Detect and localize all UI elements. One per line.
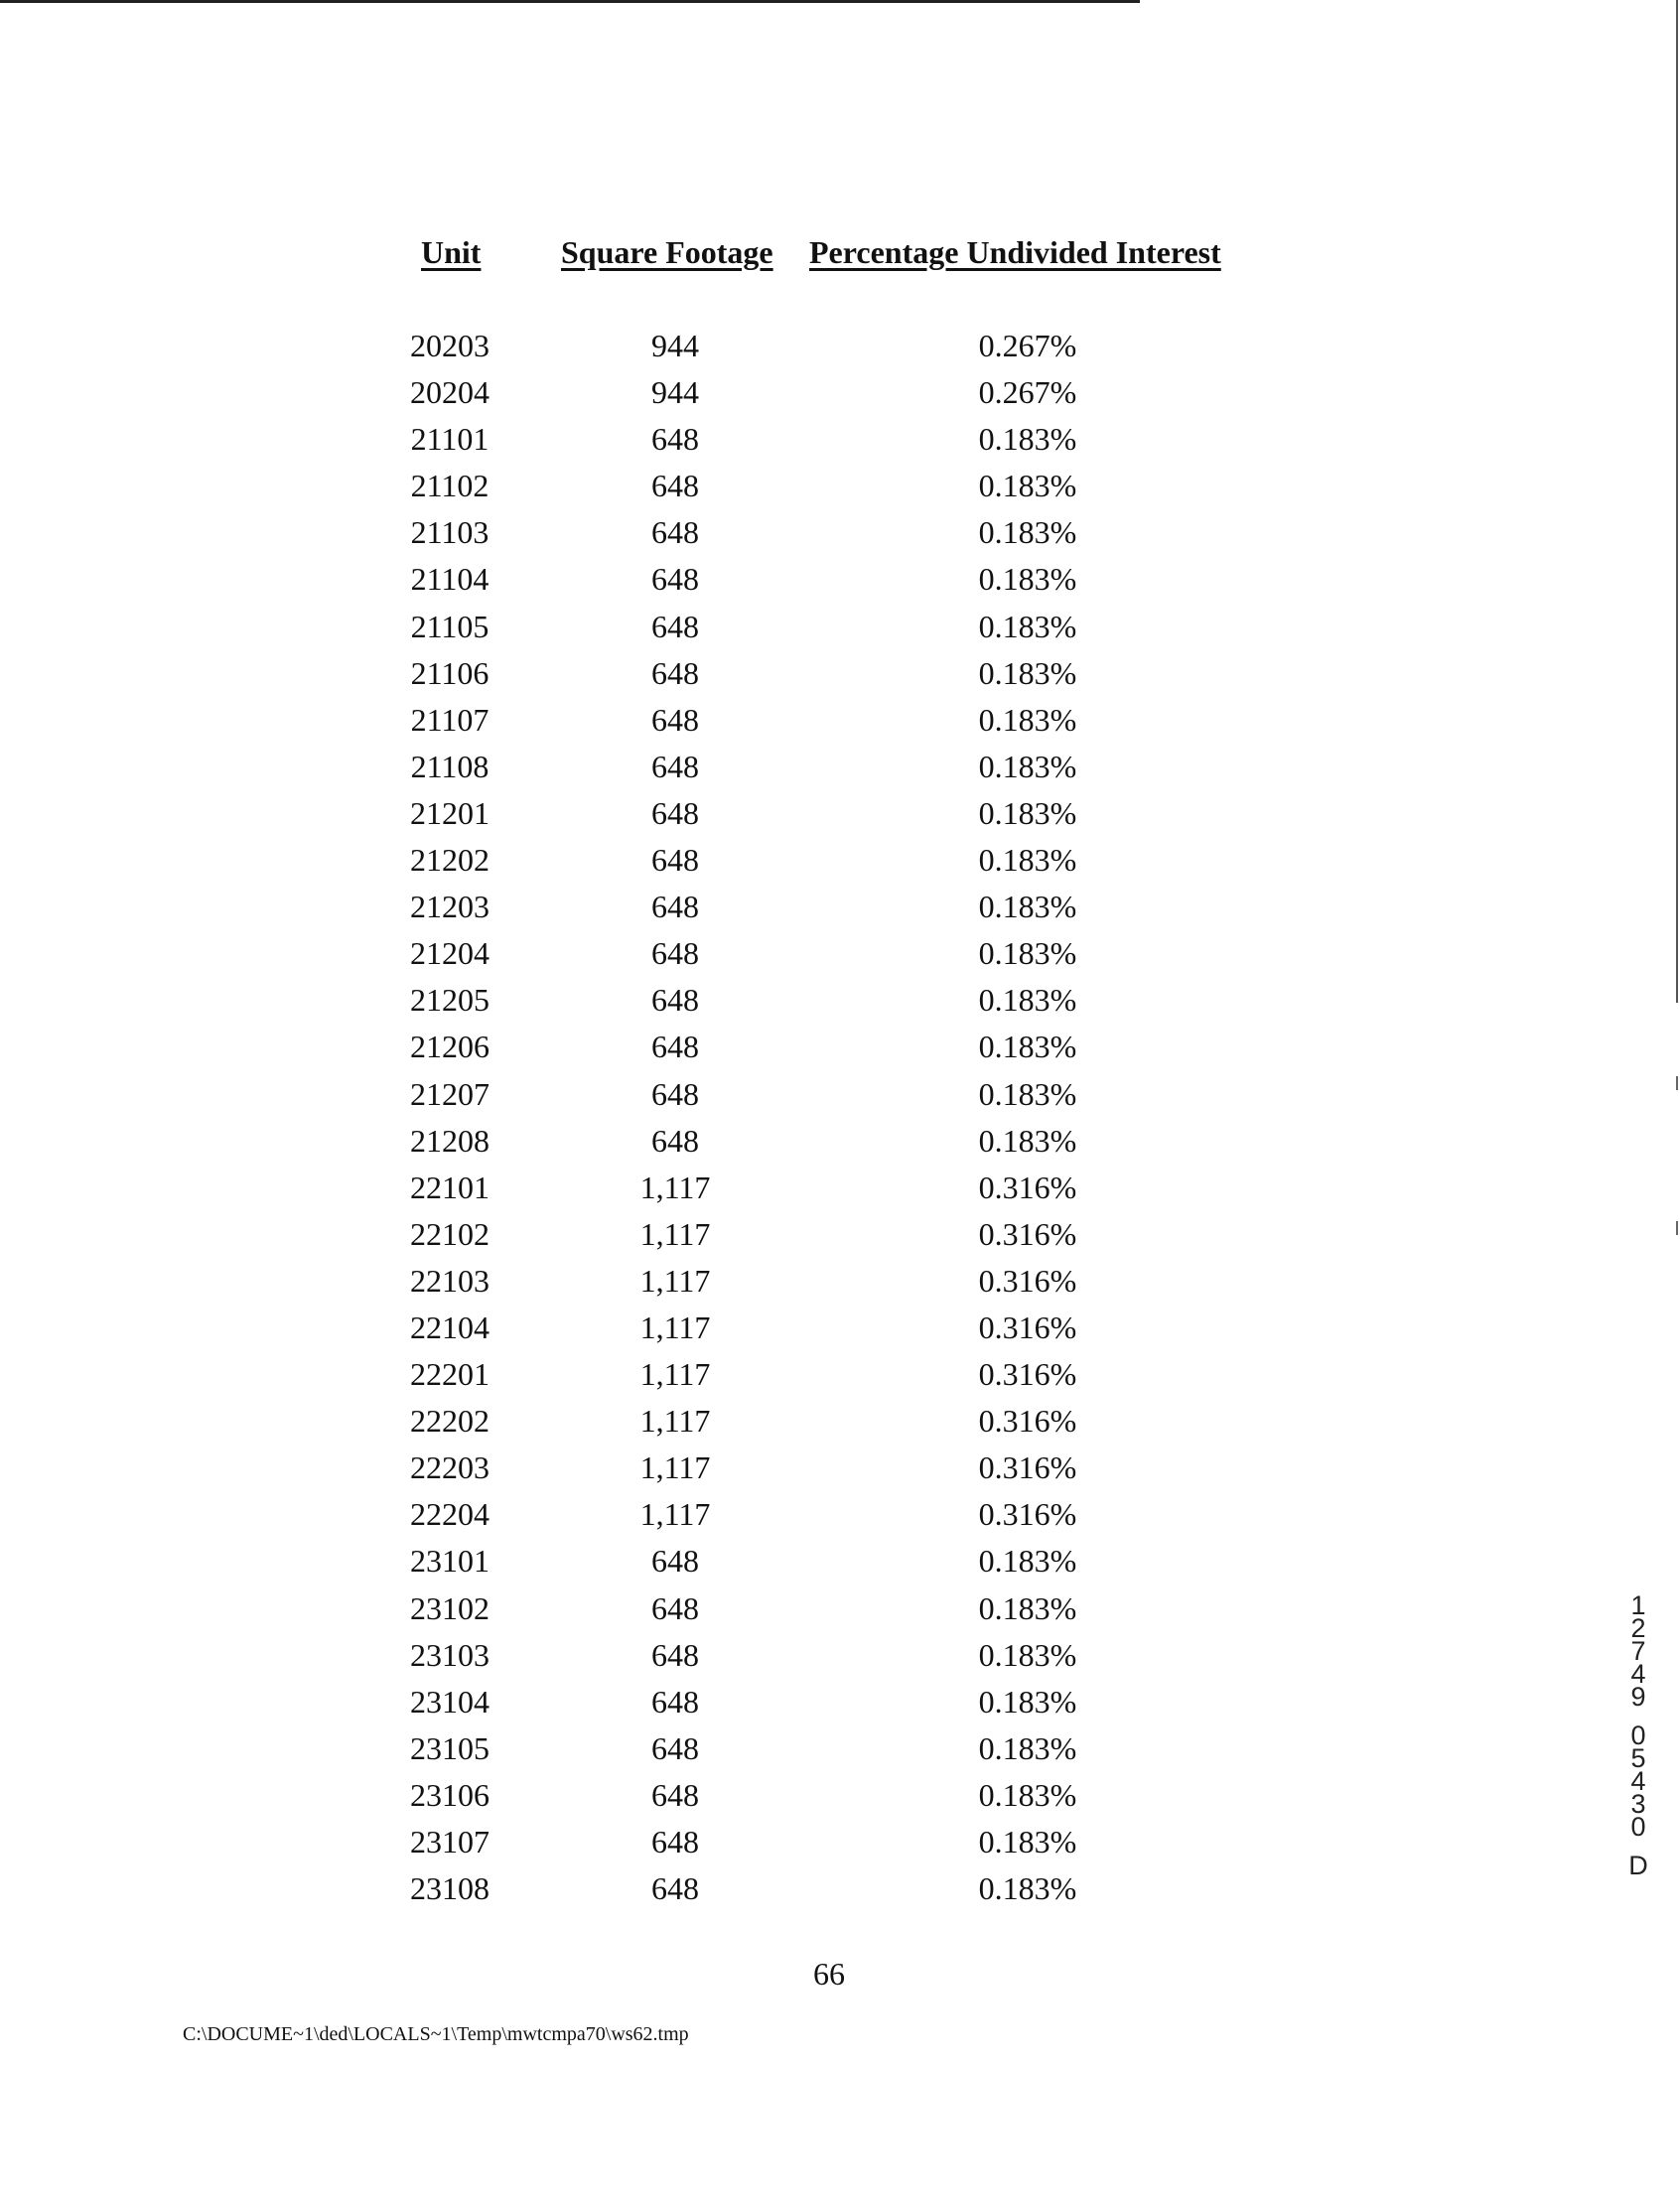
unit-cell: 22201: [410, 1356, 490, 1393]
percentage-cell: 0.183%: [978, 1075, 1077, 1112]
square-footage-cell: 648: [651, 1683, 699, 1720]
unit-cell: 23105: [410, 1729, 490, 1766]
table-row: [0, 1870, 1680, 1917]
square-footage-cell: 648: [651, 794, 699, 831]
square-footage-cell: 944: [651, 328, 699, 363]
square-footage-cell: 648: [651, 1543, 699, 1580]
percentage-cell: 0.316%: [978, 1169, 1077, 1205]
percentage-cell: 0.183%: [978, 1543, 1077, 1580]
table-row: [0, 1356, 1680, 1403]
percentage-cell: 0.183%: [978, 1683, 1077, 1720]
percentage-cell: 0.183%: [978, 889, 1077, 925]
square-footage-cell: 648: [651, 561, 699, 598]
square-footage-cell: 1,117: [639, 1309, 711, 1345]
unit-cell: 21102: [410, 468, 490, 504]
unit-cell: 21101: [410, 421, 490, 458]
header-unit: Unit: [421, 234, 482, 270]
page-number: 66: [813, 1956, 845, 1992]
square-footage-cell: 648: [651, 421, 699, 458]
table-row: [0, 328, 1680, 374]
unit-cell: 23104: [410, 1683, 490, 1720]
table-row: [0, 374, 1680, 421]
square-footage-cell: 648: [651, 468, 699, 504]
square-footage-cell: 944: [651, 374, 699, 411]
table-row: [0, 421, 1680, 468]
unit-cell: 23103: [410, 1636, 490, 1673]
table-row: [0, 609, 1680, 655]
square-footage-cell: 648: [651, 514, 699, 551]
percentage-cell: 0.316%: [978, 1262, 1077, 1299]
unit-cell: 21203: [410, 889, 490, 925]
square-footage-cell: 648: [651, 654, 699, 691]
stamp-character: 4: [1630, 1766, 1646, 1796]
percentage-cell: 0.183%: [978, 935, 1077, 972]
percentage-cell: 0.183%: [978, 982, 1077, 1019]
unit-table-body: [0, 328, 1680, 1917]
table-row: [0, 1123, 1680, 1170]
percentage-cell: 0.183%: [978, 1870, 1077, 1907]
square-footage-cell: 1,117: [639, 1356, 711, 1393]
unit-cell: 21108: [410, 748, 490, 784]
unit-cell: 21201: [410, 794, 490, 831]
unit-cell: 21208: [410, 1122, 490, 1159]
square-footage-cell: 648: [651, 1122, 699, 1159]
percentage-cell: 0.183%: [978, 794, 1077, 831]
stamp-character: 9: [1630, 1682, 1646, 1712]
percentage-cell: 0.183%: [978, 1729, 1077, 1766]
percentage-cell: 0.183%: [978, 1122, 1077, 1159]
table-row: [0, 561, 1680, 608]
table-row: [0, 1636, 1680, 1689]
percentage-cell: 0.183%: [978, 842, 1077, 879]
table-row: [0, 935, 1680, 982]
table-row: [0, 1777, 1680, 1824]
percentage-cell: 0.183%: [978, 1636, 1077, 1673]
table-row: [0, 842, 1680, 889]
square-footage-cell: 648: [651, 889, 699, 925]
table-row: [0, 1403, 1680, 1449]
table-row: [0, 655, 1680, 702]
percentage-cell: 0.267%: [978, 328, 1077, 363]
square-footage-cell: 648: [651, 1870, 699, 1907]
header-square-footage: Square Footage: [561, 234, 773, 270]
unit-cell: 23101: [410, 1543, 490, 1580]
header-percentage-undivided-interest: Percentage Undivided Interest: [809, 234, 1221, 270]
top-border-line: [0, 0, 1140, 3]
percentage-cell: 0.267%: [978, 374, 1077, 411]
square-footage-cell: 648: [651, 1776, 699, 1813]
percentage-cell: 0.183%: [978, 561, 1077, 598]
table-row: [0, 1590, 1680, 1637]
unit-cell: 22104: [410, 1309, 490, 1345]
square-footage-cell: 1,117: [639, 1262, 711, 1299]
table-row: [0, 1543, 1680, 1589]
square-footage-cell: 648: [651, 842, 699, 879]
stamp-character: 4: [1630, 1659, 1646, 1689]
unit-cell: 21205: [410, 982, 490, 1019]
table-row: [0, 1824, 1680, 1870]
percentage-cell: 0.183%: [978, 421, 1077, 458]
unit-cell: 21107: [410, 701, 490, 738]
unit-cell: 21106: [410, 654, 490, 691]
percentage-cell: 0.183%: [978, 468, 1077, 504]
table-row: [0, 795, 1680, 842]
table-row: [0, 702, 1680, 749]
stamp-character: 0: [1630, 1812, 1646, 1842]
table-row: [0, 1309, 1680, 1356]
stamp-character: 0: [1630, 1721, 1646, 1750]
square-footage-cell: 648: [651, 1075, 699, 1112]
unit-cell: 21207: [410, 1075, 490, 1112]
table-row: [0, 1216, 1680, 1263]
percentage-cell: 0.316%: [978, 1215, 1077, 1252]
unit-cell: 22101: [410, 1169, 490, 1205]
square-footage-cell: 648: [651, 1029, 699, 1065]
square-footage-cell: 1,117: [639, 1449, 711, 1486]
unit-cell: 20203: [410, 328, 490, 363]
stamp-character: 2: [1630, 1613, 1646, 1643]
square-footage-cell: 648: [651, 1589, 699, 1626]
square-footage-cell: 1,117: [639, 1215, 711, 1252]
percentage-cell: 0.183%: [978, 608, 1077, 644]
square-footage-cell: 648: [651, 1636, 699, 1673]
unit-cell: 23107: [410, 1824, 490, 1860]
unit-cell: 21104: [410, 561, 490, 598]
stamp-character: 3: [1630, 1789, 1646, 1819]
stamp-character: 1: [1630, 1590, 1646, 1620]
unit-cell: 22103: [410, 1262, 490, 1299]
percentage-cell: 0.316%: [978, 1496, 1077, 1533]
unit-cell: 21204: [410, 935, 490, 972]
percentage-cell: 0.183%: [978, 701, 1077, 738]
stamp-letter: D: [1628, 1851, 1648, 1880]
square-footage-cell: 1,117: [639, 1169, 711, 1205]
unit-cell: 22202: [410, 1403, 490, 1440]
table-row: [0, 749, 1680, 795]
unit-cell: 21202: [410, 842, 490, 879]
percentage-cell: 0.183%: [978, 1029, 1077, 1065]
table-row: [0, 514, 1680, 561]
unit-cell: 21206: [410, 1029, 490, 1065]
unit-cell: 23108: [410, 1870, 490, 1907]
file-path-footer: C:\DOCUME~1\ded\LOCALS~1\Temp\mwtcmpa70\ws62.tmp: [183, 2023, 689, 2045]
percentage-cell: 0.316%: [978, 1309, 1077, 1345]
stamp-character: 7: [1630, 1636, 1646, 1666]
table-row: [0, 1684, 1680, 1730]
percentage-cell: 0.183%: [978, 1776, 1077, 1813]
percentage-cell: 0.183%: [978, 1824, 1077, 1860]
square-footage-cell: 648: [651, 701, 699, 738]
square-footage-cell: 1,117: [639, 1403, 711, 1440]
table-row: [0, 1170, 1680, 1216]
square-footage-cell: 648: [651, 608, 699, 644]
table-row: [0, 1263, 1680, 1309]
table-row: [0, 1730, 1680, 1777]
table-row: [0, 1449, 1680, 1496]
unit-cell: 23102: [410, 1589, 490, 1626]
square-footage-cell: 648: [651, 1824, 699, 1860]
percentage-cell: 0.183%: [978, 654, 1077, 691]
unit-cell: 21105: [410, 608, 490, 644]
percentage-cell: 0.183%: [978, 748, 1077, 784]
square-footage-cell: 648: [651, 1729, 699, 1766]
stamp-character: 5: [1630, 1743, 1646, 1773]
table-row: [0, 1076, 1680, 1123]
table-row: [0, 1029, 1680, 1075]
table-row: [0, 1496, 1680, 1543]
square-footage-cell: 1,117: [639, 1496, 711, 1533]
square-footage-cell: 648: [651, 982, 699, 1019]
unit-cell: 21103: [410, 514, 490, 551]
table-row: [0, 982, 1680, 1029]
square-footage-cell: 648: [651, 935, 699, 972]
percentage-cell: 0.316%: [978, 1449, 1077, 1486]
unit-cell: 22102: [410, 1215, 490, 1252]
percentage-cell: 0.183%: [978, 514, 1077, 551]
table-row: [0, 468, 1680, 514]
unit-cell: 22203: [410, 1449, 490, 1486]
square-footage-cell: 648: [651, 748, 699, 784]
unit-cell: 23106: [410, 1776, 490, 1813]
unit-cell: 22204: [410, 1496, 490, 1533]
percentage-cell: 0.316%: [978, 1403, 1077, 1440]
percentage-cell: 0.316%: [978, 1356, 1077, 1393]
percentage-cell: 0.183%: [978, 1589, 1077, 1626]
document-number-stamp: [1618, 1590, 1658, 1880]
unit-cell: 20204: [410, 374, 490, 411]
table-row: [0, 889, 1680, 935]
